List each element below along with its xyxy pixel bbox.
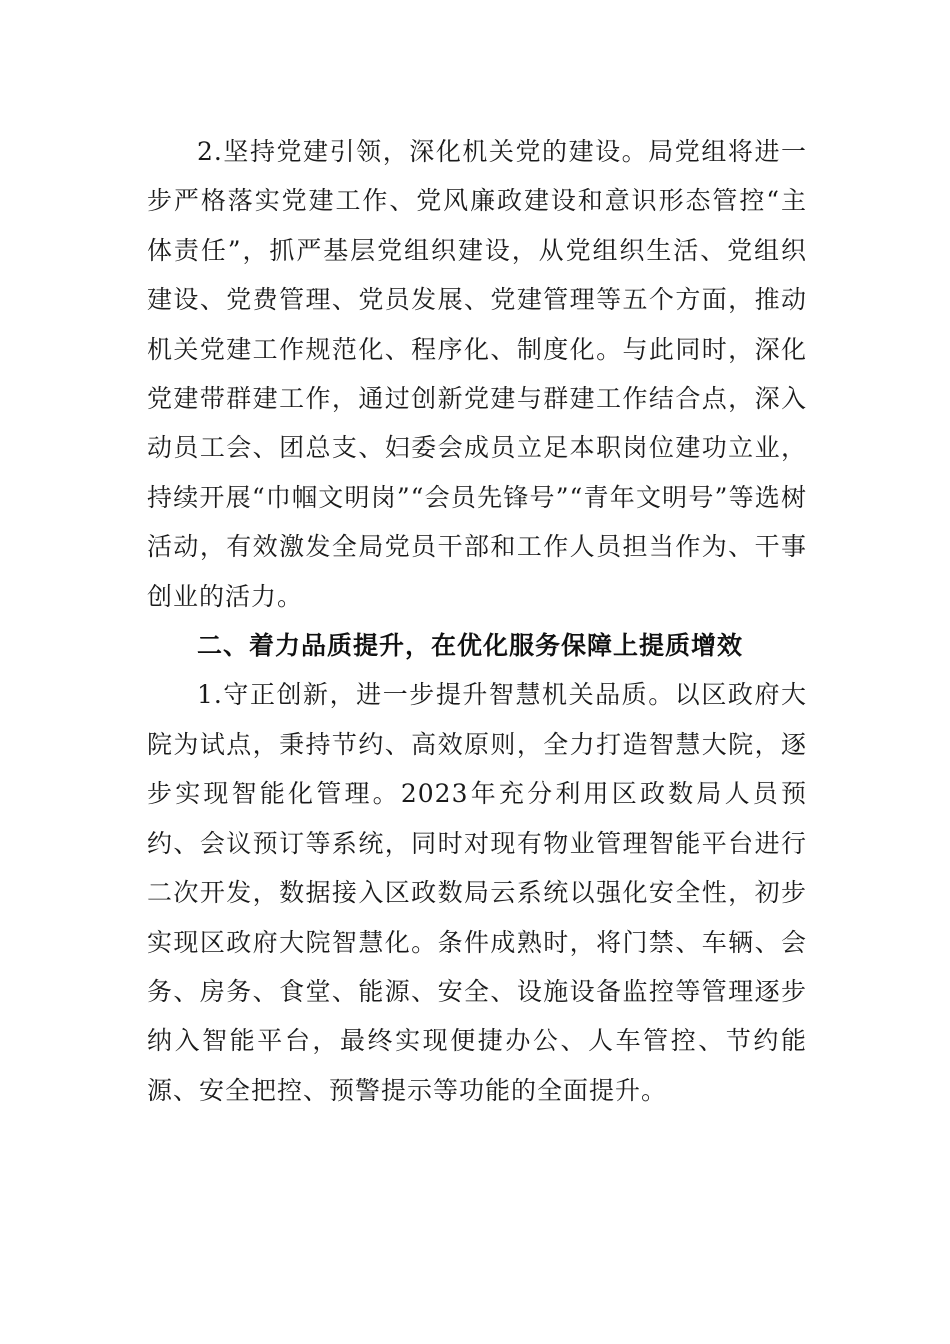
paragraph-smart-office: 1.守正创新，进一步提升智慧机关品质。以区政府大院为试点，秉持节约、高效原则，全力打造智慧大院，逐步实现智能化管理。2023年充分利用区政数局人员预约、会议预订等系统，同时对现有物业管理智能平台进行二次开发，数据接入区政数局云系统以强化安全性，初步实现区政府大院智慧化。条件成熟时，将门禁、车辆、会务、房务、食堂、能源、安全、设施设备监控等管理逐步纳入智能平台，最终实现便捷办公、人车管控、节约能源、安全把控、预警提示等功能的全面提升。 <box>147 680 807 1105</box>
section-heading: 二、着力品质提升，在优化服务保障上提质增效 <box>197 631 744 661</box>
paragraph-party-building: 2.坚持党建引领，深化机关党的建设。局党组将进一步严格落实党建工作、党风廉政建设和意识形态管控“主体责任”，抓严基层党组织建设，从党组织生活、党组织建设、党费管理、党员发展、党建管理等五个方面，推动机关党建工作规范化、程序化、制度化。与此同时，深化党建带群建工作，通过创新党建与群建工作结合点，深入动员工会、团总支、妇委会成员立足本职岗位建功立业，持续开展“巾帼文明岗”“会员先锋号”“青年文明号”等选树活动，有效激发全局党员干部和工作人员担当作为、干事创业的活力。 <box>147 137 807 611</box>
document-body <box>147 127 807 1115</box>
